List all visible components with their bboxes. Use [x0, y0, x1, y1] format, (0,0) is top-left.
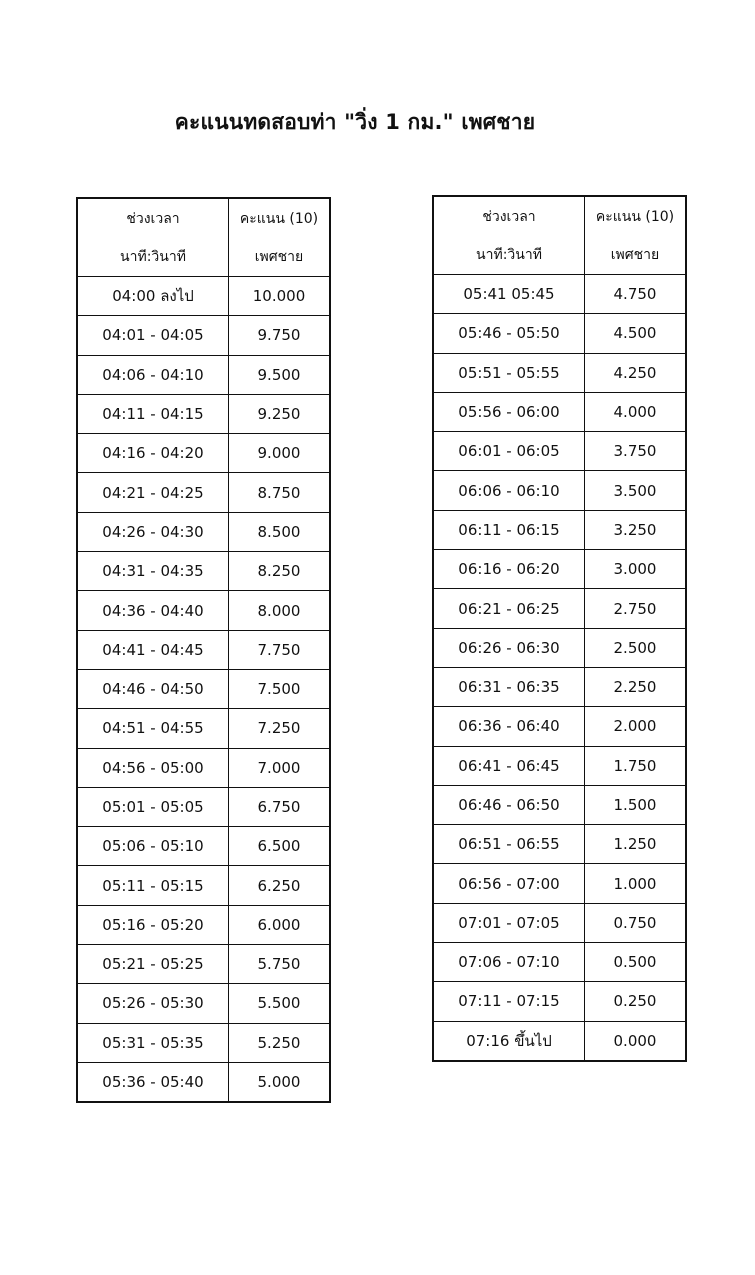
- time-range-cell: 06:06 - 06:10: [433, 471, 585, 510]
- score-cell: 2.500: [585, 628, 687, 667]
- table-row: [77, 277, 330, 316]
- time-range-cell: 05:26 - 05:30: [77, 984, 229, 1023]
- score-cell: 0.000: [585, 1021, 687, 1061]
- score-cell: 8.750: [229, 473, 331, 512]
- score-cell: 4.750: [585, 275, 687, 314]
- time-range-cell: 06:56 - 07:00: [433, 864, 585, 903]
- score-table-right: [432, 195, 687, 1062]
- score-cell: 8.500: [229, 512, 331, 551]
- header-label: คะแนน (10): [239, 210, 319, 227]
- time-range-cell: 06:51 - 06:55: [433, 825, 585, 864]
- table-header: [433, 196, 686, 275]
- time-header: [77, 198, 229, 277]
- score-cell: 6.250: [229, 866, 331, 905]
- time-range-cell: 04:31 - 04:35: [77, 552, 229, 591]
- table-row: [433, 746, 686, 785]
- table-row: [77, 709, 330, 748]
- table-row: [77, 827, 330, 866]
- table-row: [77, 473, 330, 512]
- time-range-cell: 04:11 - 04:15: [77, 394, 229, 433]
- score-cell: 0.250: [585, 982, 687, 1021]
- table-row: [433, 825, 686, 864]
- score-header: [229, 198, 331, 277]
- score-cell: 2.000: [585, 707, 687, 746]
- table-row: [433, 510, 686, 549]
- score-header: [585, 196, 687, 275]
- time-range-cell: 04:46 - 04:50: [77, 669, 229, 708]
- table-row: [433, 353, 686, 392]
- score-cell: 6.750: [229, 787, 331, 826]
- score-cell: 6.500: [229, 827, 331, 866]
- table-row: [77, 866, 330, 905]
- score-cell: 9.000: [229, 434, 331, 473]
- time-range-cell: 05:41 05:45: [433, 275, 585, 314]
- table-row: [433, 275, 686, 314]
- time-range-cell: 04:06 - 04:10: [77, 355, 229, 394]
- time-range-cell: 05:46 - 05:50: [433, 314, 585, 353]
- score-cell: 5.000: [229, 1062, 331, 1102]
- table-row: [77, 787, 330, 826]
- score-cell: 1.000: [585, 864, 687, 903]
- page-title: คะแนนทดสอบท่า "วิ่ง 1 กม." เพศชาย: [174, 110, 536, 134]
- table-row: [433, 432, 686, 471]
- time-range-cell: 06:01 - 06:05: [433, 432, 585, 471]
- score-cell: 3.750: [585, 432, 687, 471]
- score-cell: 3.500: [585, 471, 687, 510]
- table-row: [77, 1062, 330, 1102]
- table-row: [77, 984, 330, 1023]
- score-cell: 5.500: [229, 984, 331, 1023]
- table-row: [433, 943, 686, 982]
- header-label: นาที:วินาที: [120, 248, 186, 265]
- time-range-cell: 06:41 - 06:45: [433, 746, 585, 785]
- time-range-cell: 06:36 - 06:40: [433, 707, 585, 746]
- time-range-cell: 04:36 - 04:40: [77, 591, 229, 630]
- table-row: [433, 785, 686, 824]
- table-row: [433, 1021, 686, 1061]
- time-range-cell: 04:56 - 05:00: [77, 748, 229, 787]
- table-row: [77, 1023, 330, 1062]
- table-row: [433, 707, 686, 746]
- score-cell: 6.000: [229, 905, 331, 944]
- score-cell: 3.000: [585, 550, 687, 589]
- header-label: เพศชาย: [254, 248, 304, 265]
- time-range-cell: 04:26 - 04:30: [77, 512, 229, 551]
- time-range-cell: 06:16 - 06:20: [433, 550, 585, 589]
- table-row: [433, 471, 686, 510]
- time-range-cell: 05:16 - 05:20: [77, 905, 229, 944]
- time-range-cell: 06:31 - 06:35: [433, 667, 585, 706]
- table-row: [77, 552, 330, 591]
- time-range-cell: 05:36 - 05:40: [77, 1062, 229, 1102]
- score-cell: 1.750: [585, 746, 687, 785]
- time-range-cell: 04:16 - 04:20: [77, 434, 229, 473]
- time-range-cell: 07:16 ขึ้นไป: [433, 1021, 585, 1061]
- score-cell: 9.500: [229, 355, 331, 394]
- time-range-cell: 04:51 - 04:55: [77, 709, 229, 748]
- table-row: [433, 667, 686, 706]
- time-range-cell: 04:41 - 04:45: [77, 630, 229, 669]
- time-header: [433, 196, 585, 275]
- table-row: [77, 355, 330, 394]
- score-cell: 3.250: [585, 510, 687, 549]
- header-label: นาที:วินาที: [476, 246, 542, 263]
- score-cell: 0.750: [585, 903, 687, 942]
- score-cell: 4.500: [585, 314, 687, 353]
- time-range-cell: 07:11 - 07:15: [433, 982, 585, 1021]
- table-row: [77, 316, 330, 355]
- score-cell: 4.250: [585, 353, 687, 392]
- score-cell: 2.250: [585, 667, 687, 706]
- time-range-cell: 05:06 - 05:10: [77, 827, 229, 866]
- time-range-cell: 06:11 - 06:15: [433, 510, 585, 549]
- score-cell: 0.500: [585, 943, 687, 982]
- table-row: [433, 589, 686, 628]
- table-row: [433, 628, 686, 667]
- table-row: [77, 591, 330, 630]
- table-row: [77, 512, 330, 551]
- score-cell: 7.750: [229, 630, 331, 669]
- score-cell: 2.750: [585, 589, 687, 628]
- table-row: [77, 905, 330, 944]
- time-range-cell: 05:56 - 06:00: [433, 392, 585, 431]
- score-cell: 9.250: [229, 394, 331, 433]
- time-range-cell: 05:11 - 05:15: [77, 866, 229, 905]
- table-row: [433, 903, 686, 942]
- table-row: [433, 864, 686, 903]
- table-row: [77, 630, 330, 669]
- time-range-cell: 06:26 - 06:30: [433, 628, 585, 667]
- score-table-left: [76, 197, 331, 1103]
- table-row: [77, 669, 330, 708]
- time-range-cell: 05:21 - 05:25: [77, 945, 229, 984]
- score-cell: 5.750: [229, 945, 331, 984]
- time-range-cell: 06:21 - 06:25: [433, 589, 585, 628]
- time-range-cell: 05:01 - 05:05: [77, 787, 229, 826]
- score-cell: 5.250: [229, 1023, 331, 1062]
- table-header: [77, 198, 330, 277]
- time-range-cell: 04:01 - 04:05: [77, 316, 229, 355]
- header-label: คะแนน (10): [595, 208, 675, 225]
- score-cell: 9.750: [229, 316, 331, 355]
- table-row: [433, 982, 686, 1021]
- score-cell: 4.000: [585, 392, 687, 431]
- time-range-cell: 05:51 - 05:55: [433, 353, 585, 392]
- score-cell: 1.500: [585, 785, 687, 824]
- table-row: [433, 314, 686, 353]
- time-range-cell: 05:31 - 05:35: [77, 1023, 229, 1062]
- score-cell: 7.000: [229, 748, 331, 787]
- time-range-cell: 07:06 - 07:10: [433, 943, 585, 982]
- time-range-cell: 07:01 - 07:05: [433, 903, 585, 942]
- score-cell: 10.000: [229, 277, 331, 316]
- table-row: [77, 945, 330, 984]
- table-row: [433, 392, 686, 431]
- score-cell: 8.000: [229, 591, 331, 630]
- header-label: ช่วงเวลา: [126, 210, 180, 227]
- table-row: [77, 394, 330, 433]
- score-cell: 7.250: [229, 709, 331, 748]
- header-label: เพศชาย: [610, 246, 660, 263]
- header-label: ช่วงเวลา: [482, 208, 536, 225]
- time-range-cell: 06:46 - 06:50: [433, 785, 585, 824]
- table-row: [433, 550, 686, 589]
- score-cell: 8.250: [229, 552, 331, 591]
- table-row: [77, 748, 330, 787]
- score-cell: 7.500: [229, 669, 331, 708]
- score-cell: 1.250: [585, 825, 687, 864]
- table-row: [77, 434, 330, 473]
- time-range-cell: 04:21 - 04:25: [77, 473, 229, 512]
- time-range-cell: 04:00 ลงไป: [77, 277, 229, 316]
